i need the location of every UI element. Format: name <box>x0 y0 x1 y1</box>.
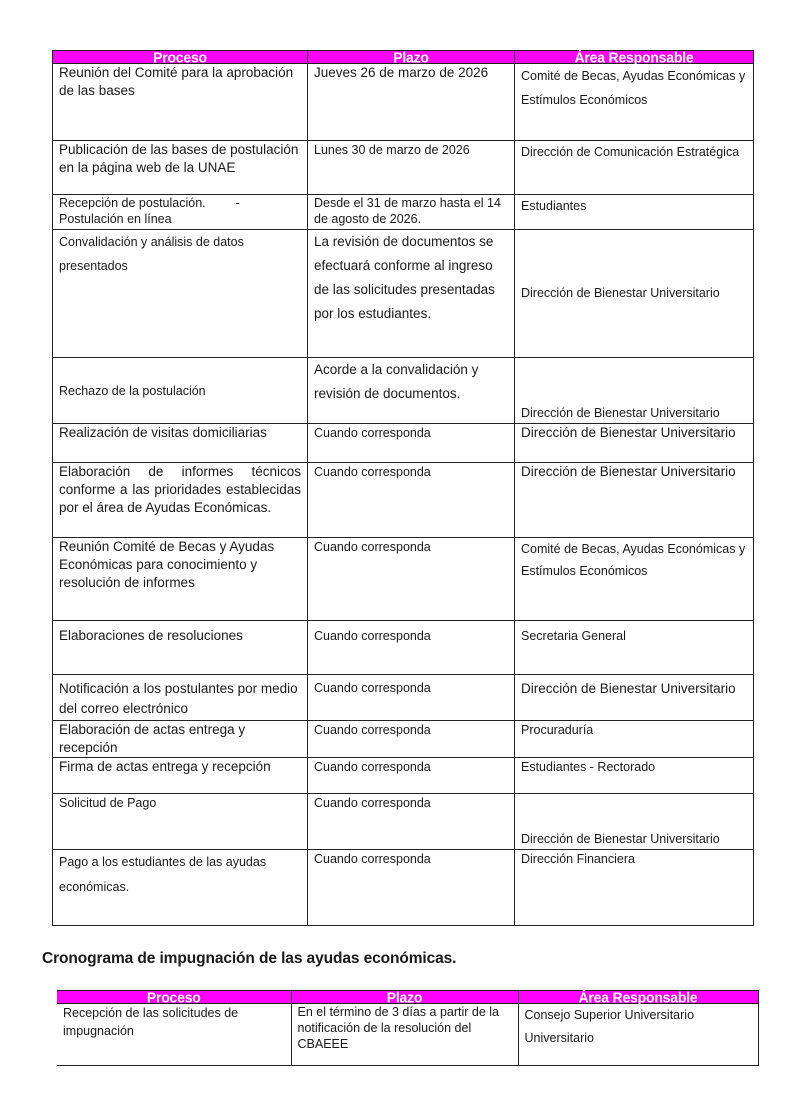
cell-area: Dirección de Bienestar Universitario <box>515 230 754 358</box>
cell-plazo: Jueves 26 de marzo de 2026 <box>308 64 515 141</box>
cell-area: Dirección de Bienestar Universitario <box>515 675 754 721</box>
cell-plazo: Cuando corresponda <box>308 850 515 926</box>
impugnation-table <box>57 990 759 1066</box>
table-row <box>53 141 754 195</box>
header-proceso: Proceso <box>57 991 291 1004</box>
cell-plazo: Cuando corresponda <box>308 794 515 850</box>
header-proceso: Proceso <box>53 51 308 64</box>
cell-proceso: Pago a los estudiantes de las ayudas económicas. <box>53 850 308 926</box>
table-row <box>53 850 754 926</box>
cell-plazo: Acorde a la convalidación y revisión de documentos. <box>308 358 515 424</box>
cell-proceso: Notificación a los postulantes por medio del correo electrónico <box>53 675 308 721</box>
proceso-line1: Recepción de postulación. <box>59 196 206 210</box>
cell-plazo: Cuando corresponda <box>308 758 515 794</box>
cell-proceso: Rechazo de la postulación <box>53 358 308 424</box>
table-header-row <box>53 51 754 64</box>
cell-proceso: Reunión Comité de Becas y Ayudas Económicas para conocimiento y resolución de informes <box>53 538 308 621</box>
cell-area: Estudiantes <box>515 195 754 230</box>
cell-plazo: La revisión de documentos se efectuará conforme al ingreso de las solicitudes presentadas por los estudiantes. <box>308 230 515 358</box>
cell-area: Estudiantes - Rectorado <box>515 758 754 794</box>
cell-proceso: Solicitud de Pago <box>53 794 308 850</box>
header-plazo: Plazo <box>291 991 518 1004</box>
dash-mark: - <box>235 196 240 210</box>
cell-proceso <box>53 195 308 230</box>
cell-area: Dirección de Comunicación Estratégica <box>515 141 754 195</box>
header-area: Área Responsable <box>518 991 758 1004</box>
cell-plazo: Cuando corresponda <box>308 721 515 758</box>
cell-proceso: Recepción de las solicitudes de impugnación <box>57 1004 291 1066</box>
table-row <box>53 358 754 424</box>
header-area: Área Responsable <box>515 51 754 64</box>
cell-area: Procuraduría <box>515 721 754 758</box>
cell-plazo: Cuando corresponda <box>308 538 515 621</box>
cell-area: Dirección de Bienestar Universitario <box>515 424 754 463</box>
table-header-row <box>57 991 758 1004</box>
cell-proceso: Convalidación y análisis de datos presentados <box>53 230 308 358</box>
proceso-line2: Postulación en línea <box>59 212 172 226</box>
cell-proceso: Firma de actas entrega y recepción <box>53 758 308 794</box>
cell-area: Comité de Becas, Ayudas Económicas y Estímulos Económicos <box>515 64 754 141</box>
cell-area: Dirección Financiera <box>515 850 754 926</box>
cell-plazo: Cuando corresponda <box>308 424 515 463</box>
header-plazo: Plazo <box>308 51 515 64</box>
schedule-table <box>52 50 754 926</box>
table-row <box>53 758 754 794</box>
cell-proceso: Elaboración de actas entrega y recepción <box>53 721 308 758</box>
table-row <box>53 538 754 621</box>
table-row <box>57 1004 758 1066</box>
table-row <box>53 64 754 141</box>
cell-plazo: Cuando corresponda <box>308 621 515 675</box>
cell-area: Comité de Becas, Ayudas Económicas y Estímulos Económicos <box>515 538 754 621</box>
cell-plazo: Desde el 31 de marzo hasta el 14 de agosto de 2026. <box>308 195 515 230</box>
cell-plazo: Cuando corresponda <box>308 675 515 721</box>
cell-plazo: Lunes 30 de marzo de 2026 <box>308 141 515 195</box>
cell-area: Secretaria General <box>515 621 754 675</box>
cell-proceso: Realización de visitas domiciliarias <box>53 424 308 463</box>
table-row <box>53 675 754 721</box>
table-row <box>53 621 754 675</box>
table-row <box>53 424 754 463</box>
table-row <box>53 463 754 538</box>
cell-plazo: Cuando corresponda <box>308 463 515 538</box>
cell-proceso: Publicación de las bases de postulación en la página web de la UNAE <box>53 141 308 195</box>
cell-plazo: En el término de 3 días a partir de la notificación de la resolución del CBAEEE <box>291 1004 518 1066</box>
table-row <box>53 230 754 358</box>
cell-area: Consejo Superior Universitario Universitario <box>518 1004 758 1066</box>
table-row <box>53 195 754 230</box>
cell-proceso: Elaboraciones de resoluciones <box>53 621 308 675</box>
table-row <box>53 721 754 758</box>
cell-area: Dirección de Bienestar Universitario <box>515 794 754 850</box>
impugnation-heading: Cronograma de impugnación de las ayudas económicas. <box>42 950 457 967</box>
cell-proceso: Reunión del Comité para la aprobación de las bases <box>53 64 308 141</box>
cell-area: Dirección de Bienestar Universitario <box>515 463 754 538</box>
table-row <box>53 794 754 850</box>
cell-area: Dirección de Bienestar Universitario <box>515 358 754 424</box>
cell-proceso: Elaboración de informes técnicos conforme a las prioridades establecidas por el área de Ayudas Económicas. <box>53 463 308 538</box>
